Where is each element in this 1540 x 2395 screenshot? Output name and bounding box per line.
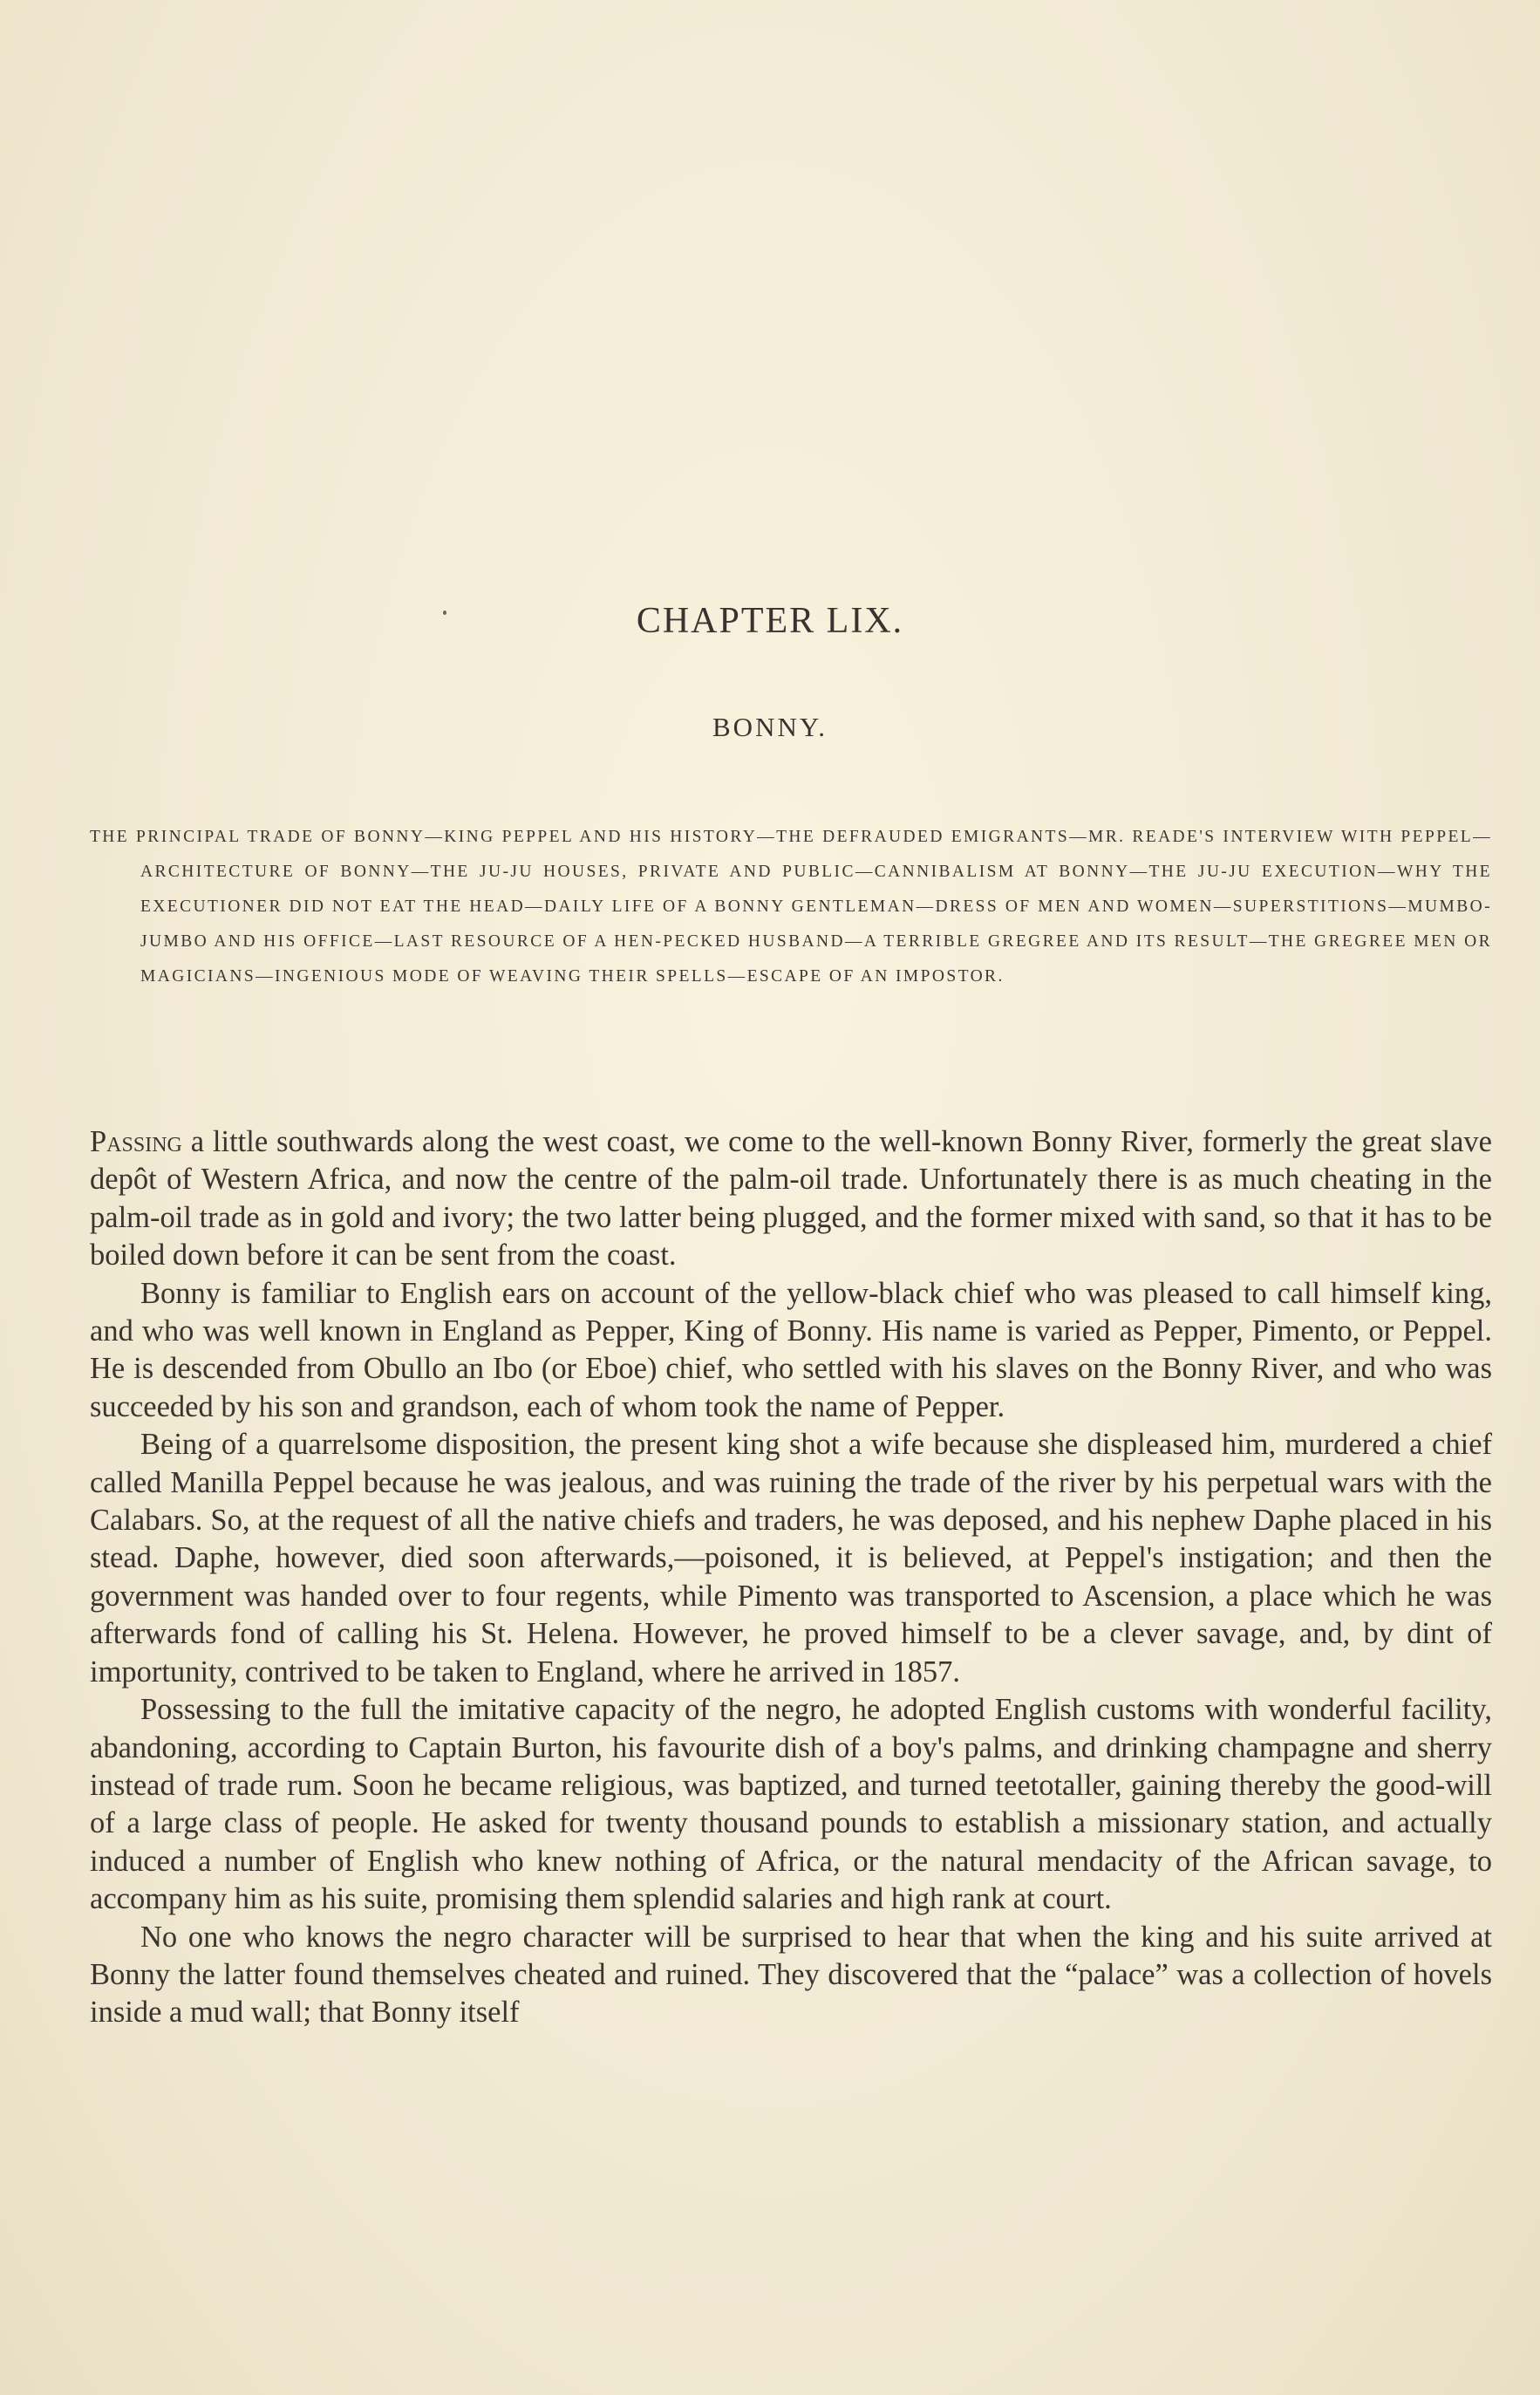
body-text <box>90 1123 1492 2032</box>
paragraph-3: Being of a quarrelsome disposition, the present king shot a wife because she displeased him, murdered a chief called Manilla Peppel because he was jealous, and was ruining the trade of the river by his perpetual wars with the Calabars. So, at the request of all the native chiefs and traders, he was deposed, and his nephew Daphe placed in his stead. Daphe, however, died soon afterwards,—poisoned, it is believed, at Peppel's instigation; and then the government was handed over to four regents, while Pimento was transported to Ascension, a place which he was afterwards fond of calling his St. Helena. However, he proved himself to be a clever savage, and, by dint of importunity, contrived to be taken to England, where he arrived in 1857. <box>90 1428 1492 1689</box>
paragraph-5: No one who knows the negro character will be surprised to hear that when the king and his suite arrived at Bonny the latter found themselves cheated and ruined. They discovered that the “palace” was a collection of hovels inside a mud wall; that Bonny itself <box>90 1920 1492 2030</box>
paragraph-2: Bonny is familiar to English ears on account of the yellow-black chief who was pleased to call himself king, and who was well known in England as Pepper, King of Bonny. His name is varied as Pepper, Pimento, or Peppel. He is descended from Obullo an Ibo (or Eboe) chief, who settled with his slaves on the Bonny River, and who was succeeded by his son and grandson, each of whom took the name of Pepper. <box>90 1276 1492 1423</box>
chapter-title: CHAPTER LIX. <box>636 601 904 641</box>
paragraph-4: Possessing to the full the imitative capacity of the negro, he adopted English customs with wonderful facility, abandoning, according to Captain Burton, his favourite dish of a boy's palms, and drinking champagne and sherry instead of trade rum. Soon he became religious, was baptized, and turned teetotaller, gaining thereby the good-will of a large class of people. He asked for twenty thousand pounds to establish a missionary station, and actually induced a number of English who knew nothing of Africa, or the natural mendacity of the African savage, to accompany him as his suite, promising them splendid salaries and high rank at court. <box>90 1693 1492 1916</box>
chapter-subtitle: BONNY. <box>712 712 828 742</box>
synopsis-text: THE PRINCIPAL TRADE OF BONNY—KING PEPPEL AND HIS HISTORY—THE DEFRAUDED EMIGRANTS—MR. READE'S INTERVIEW WITH PEPPEL—ARCHITECTURE OF BONNY—THE JU-JU HOUSES, PRIVATE AND PUBLIC—CANNIBALISM AT BONNY—THE JU-JU EXECUTION—WHY THE EXECUTIONER DID NOT EAT THE HEAD—DAILY LIFE OF A BONNY GENTLEMAN—DRESS OF MEN AND WOMEN—SUPERSTITIONS—MUMBO-JUMBO AND HIS OFFICE—LAST RESOURCE OF A HEN-PECKED HUSBAND—A TERRIBLE GREGREE AND ITS RESULT—THE GREGREE MEN OR MAGICIANS—INGENIOUS MODE OF WEAVING THEIR SPELLS—ESCAPE OF AN IMPOSTOR. <box>90 828 1492 986</box>
paragraph-1-text: a little southwards along the west coast, we come to the well-known Bonny River, formerly the great slave depôt of Western Africa, and now the centre of the palm-oil trade. Unfortunately there is as much cheating in the palm-oil trade as in gold and ivory; the two latter being plugged, and the former mixed with sand, so that it has to be boiled down before it can be sent from the coast. <box>90 1125 1492 1273</box>
paragraph-lead-word: Passing <box>90 1125 182 1158</box>
paragraph-1 <box>90 1123 1492 1275</box>
chapter-synopsis <box>90 820 1492 994</box>
